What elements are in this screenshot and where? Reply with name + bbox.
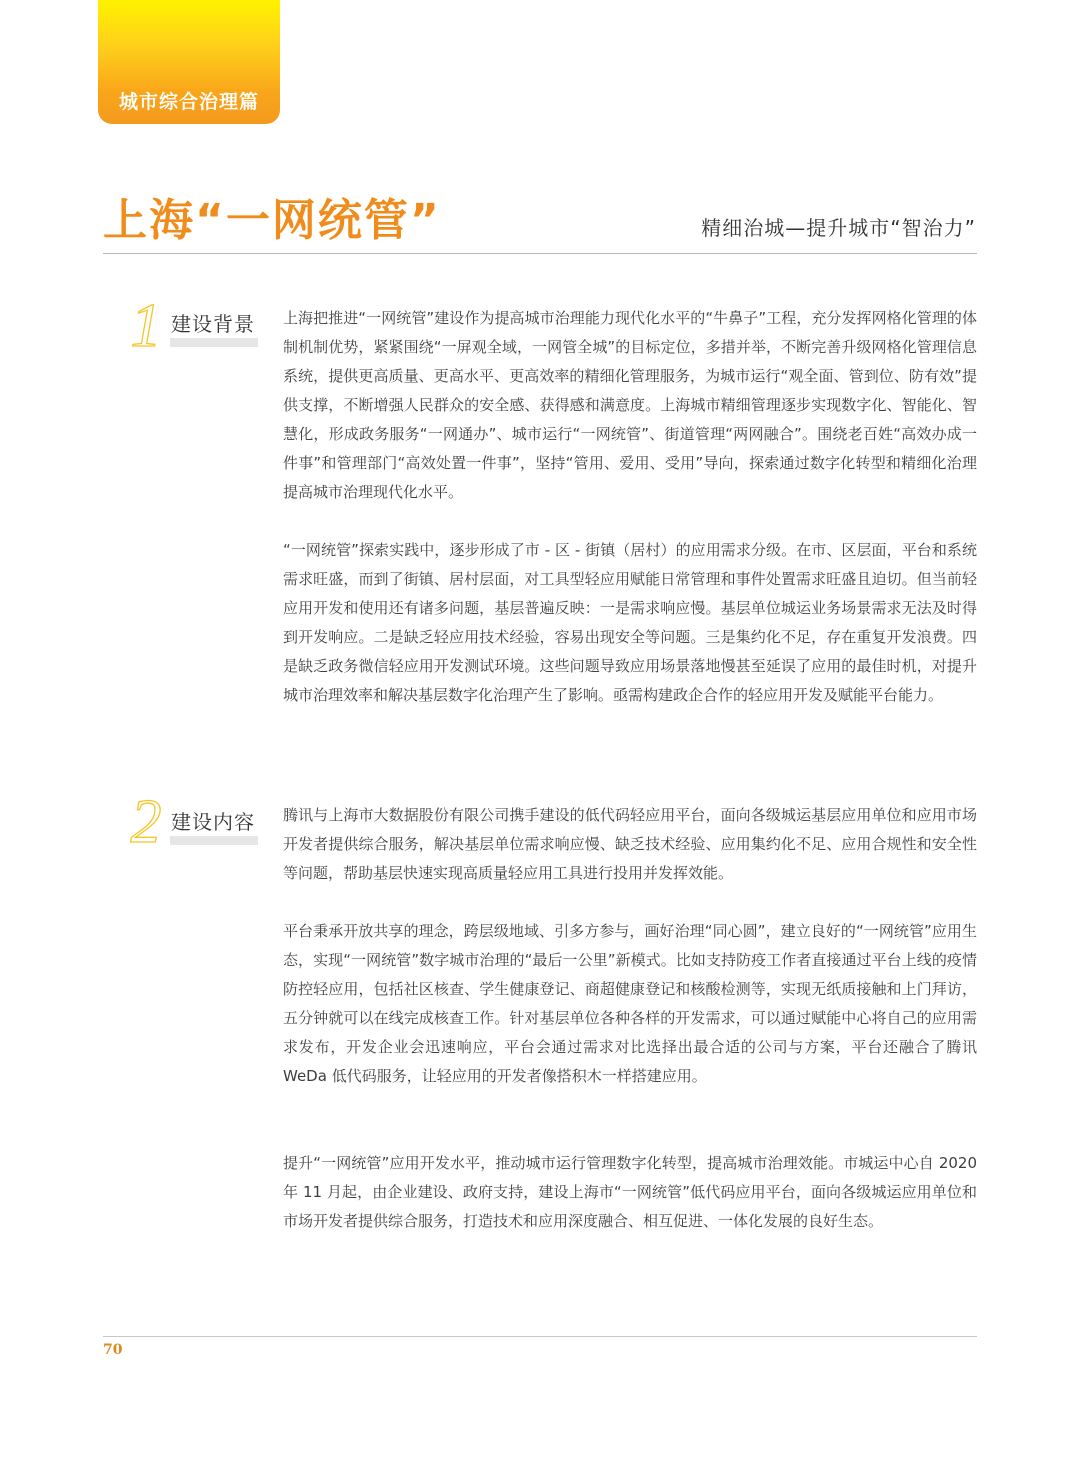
page-subtitle: 精细治城—提升城市“智治力” [701,216,976,240]
section-2-paragraph-2: 平台秉承开放共享的理念，跨层级地域、引多方参与，画好治理“同心圆”，建立良好的“一网统管”应用生态，实现“一网统管”数字城市治理的“最后一公里”新模式。比如支持防疫工作者直接通过平台上线的疫情防控轻应用，包括社区核查、学生健康登记、商超健康登记和核酸检测等，实现无纸质接触和上门拜访，五分钟就可以在线完成核查工作。针对基层单位各种各样的开发需求，可以通过赋能中心将自己的应用需求发布，开发企业会迅速响应，平台会通过需求对比选择出最合适的公司与方案，平台还融合了腾讯 WeDa 低代码服务，让轻应用的开发者像搭积木一样搭建应用。 [283,922,977,1085]
section-1-label: 建设背景 [171,312,255,336]
section-1-paragraph-2: “一网统管”探索实践中，逐步形成了市 - 区 - 街镇（居村）的应用需求分级。在市、区层面，平台和系统需求旺盛，而到了街镇、居村层面，对工具型轻应用赋能日常管理和事件处置需求旺盛且迫切。但当前轻应用开发和使用还有诸多问题，基层普遍反映：一是需求响应慢。基层单位城运业务场景需求无法及时得到开发响应。二是缺乏轻应用技术经验，容易出现安全等问题。三是集约化不足，存在重复开发浪费。四是缺乏政务微信轻应用开发测试环境。这些问题导致应用场景落地慢甚至延误了应用的最佳时机，对提升城市治理效率和解决基层数字化治理产生了影响。亟需构建政企合作的轻应用开发及赋能平台能力。 [283,541,977,704]
section-tab [98,0,280,124]
section-2-paragraph-3: 提升“一网统管”应用开发水平，推动城市运行管理数字化转型，提高城市治理效能。市城运中心自 2020 年 11 月起，由企业建设、政府支持，建设上海市“一网统管”低代码应用平台，面向各级城运应用单位和市场开发者提供综合服务，打造技术和应用深度融合、相互促进、一体化发展的良好生态。 [283,1154,977,1230]
section-number-2 [124,792,168,848]
page-number: 70 [103,1342,123,1358]
section-1-underline [170,338,258,347]
section-2-paragraph-1: 腾讯与上海市大数据股份有限公司携手建设的低代码轻应用平台，面向各级城运基层应用单位和应用市场开发者提供综合服务，解决基层单位需求响应慢、缺乏技术经验、应用集约化不足、应用合规性和安全性等问题，帮助基层快速实现高质量轻应用工具进行投用并发挥效能。 [283,806,977,882]
section-tab-label: 城市综合治理篇 [118,91,259,113]
section-2-label: 建设内容 [171,810,255,834]
section-1-paragraph-1: 上海把推进“一网统管”建设作为提高城市治理能力现代化水平的“牛鼻子”工程，充分发挥网格化管理的体制机制优势，紧紧围绕“一屏观全域，一网管全城”的目标定位，多措并举，不断完善升级网格化管理信息系统，提供更高质量、更高水平、更高效率的精细化管理服务，为城市运行“观全面、管到位、防有效”提供支撑，不断增强人民群众的安全感、获得感和满意度。上海城市精细管理逐步实现数字化、智能化、智慧化，形成政务服务“一网通办”、城市运行“一网统管”、街道管理“两网融合”。围绕老百姓“高效办成一件事”和管理部门“高效处置一件事”，坚持“管用、爱用、受用”导向，探索通过数字化转型和精细化治理提高城市治理现代化水平。 [283,309,977,501]
svg-text:2: 2 [130,792,162,848]
page-title: 上海“一网统管” [103,195,441,246]
footer-divider [103,1336,977,1337]
svg-text:1: 1 [130,296,162,352]
section-2-underline [170,836,258,845]
section-number-1 [124,296,168,352]
header-divider [103,253,977,254]
